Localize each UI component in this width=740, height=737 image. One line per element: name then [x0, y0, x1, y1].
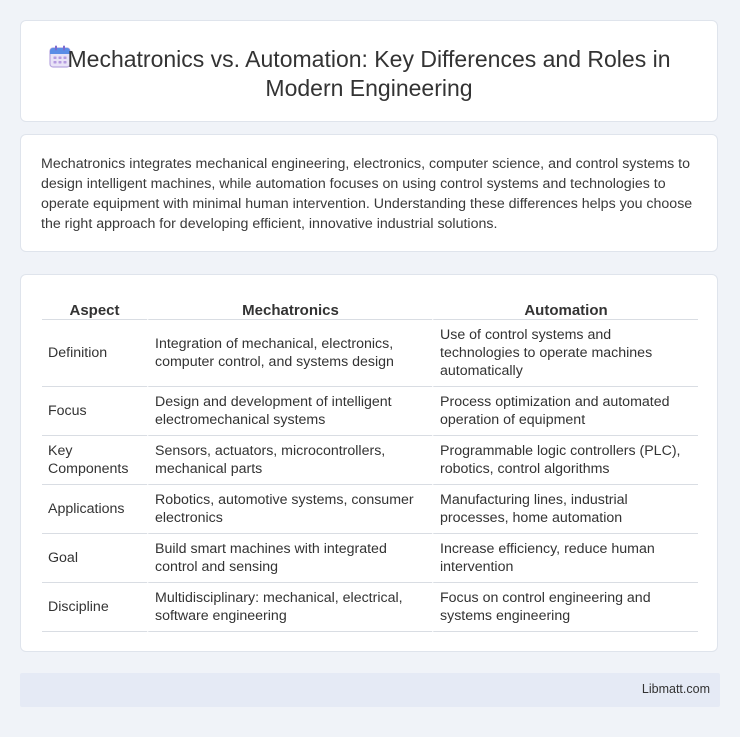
table-row	[42, 534, 698, 583]
comparison-card	[20, 274, 718, 652]
column-header-automation: Automation	[432, 295, 698, 320]
comparison-table	[42, 295, 698, 632]
table-row	[42, 485, 698, 534]
column-header-aspect: Aspect	[42, 295, 147, 320]
table-row	[42, 320, 698, 387]
table-cell-mechatronics: Design and development of intelligent electromechanical systems	[147, 387, 432, 436]
table-row	[42, 583, 698, 632]
table-cell-automation: Use of control systems and technologies to operate machines automatically	[432, 320, 698, 387]
table-cell-mechatronics: Sensors, actuators, microcontrollers, mechanical parts	[147, 436, 432, 485]
title-card	[20, 20, 718, 122]
table-cell-aspect: Key Components	[42, 436, 147, 485]
table-cell-mechatronics: Multidisciplinary: mechanical, electrical, software engineering	[147, 583, 432, 632]
table-cell-automation: Focus on control engineering and systems engineering	[432, 583, 698, 632]
page-title: Mechatronics vs. Automation: Key Differences and Roles in Modern Engineering	[67, 46, 671, 101]
footer-brand-link[interactable]: Libmatt.com	[641, 682, 710, 696]
table-cell-aspect: Definition	[42, 320, 147, 387]
table-cell-aspect: Goal	[42, 534, 147, 583]
column-header-mechatronics: Mechatronics	[147, 295, 432, 320]
table-cell-mechatronics: Build smart machines with integrated control and sensing	[147, 534, 432, 583]
table-cell-mechatronics: Robotics, automotive systems, consumer electronics	[147, 485, 432, 534]
table-cell-automation: Increase efficiency, reduce human intervention	[432, 534, 698, 583]
intro-card	[20, 134, 718, 252]
table-cell-aspect: Focus	[42, 387, 147, 436]
table-header-row	[42, 295, 698, 320]
table-cell-mechatronics: Integration of mechanical, electronics, computer control, and systems design	[147, 320, 432, 387]
table-cell-automation: Process optimization and automated operation of equipment	[432, 387, 698, 436]
table-row	[42, 436, 698, 485]
footer-bar	[20, 673, 720, 707]
table-row	[42, 387, 698, 436]
table-cell-aspect: Applications	[42, 485, 147, 534]
table-cell-automation: Programmable logic controllers (PLC), robotics, control algorithms	[432, 436, 698, 485]
intro-paragraph: Mechatronics integrates mechanical engineering, electronics, computer science, and control systems to design intelligent machines, while automation focuses on using control systems and technologies to operate equipment with minimal human intervention. Understanding these differences helps you choose the right approach for developing efficient, innovative industrial solutions.	[41, 156, 693, 232]
table-cell-aspect: Discipline	[42, 583, 147, 632]
table-cell-automation: Manufacturing lines, industrial processes, home automation	[432, 485, 698, 534]
